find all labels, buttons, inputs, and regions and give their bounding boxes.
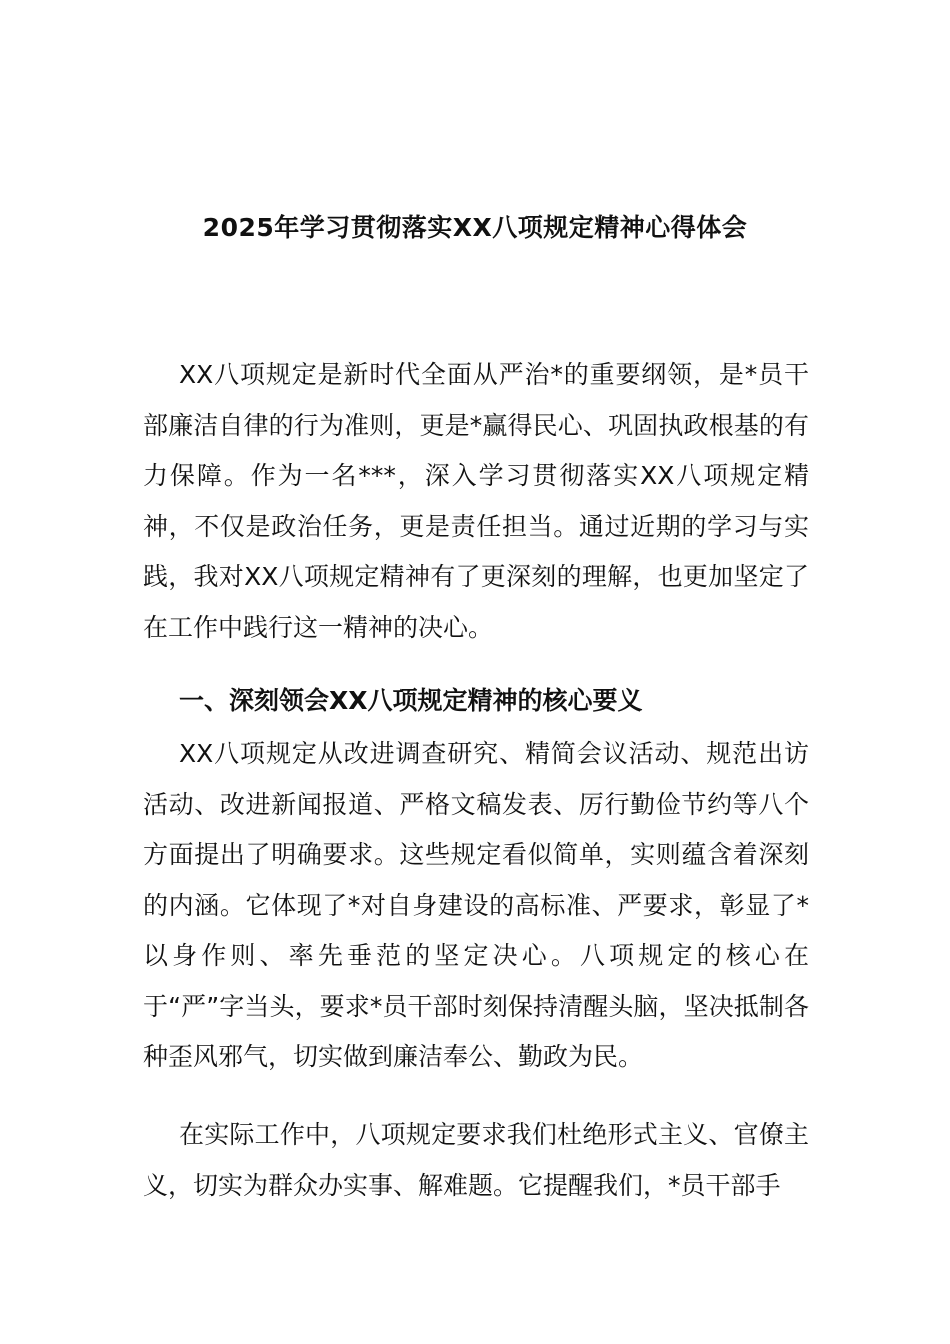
section-heading-1: 一、深刻领会XX八项规定精神的核心要义 xyxy=(179,686,643,715)
document-title: 2025年学习贯彻落实XX八项规定精神心得体会 xyxy=(202,213,748,242)
intro-paragraph: XX八项规定是新时代全面从严治*的重要纲领，是*员干部廉洁自律的行为准则，更是*赢得民心、巩固执政根基的有力保障。作为一名***，深入学习贯彻落实XX八项规定精神，不仅是政治任务，更是责任担当。通过近期的学习与实践，我对XX八项规定精神有了更深刻的理解，也更加坚定了在工作中践行这一精神的决心。 xyxy=(143,360,809,642)
section-1-paragraph-1: XX八项规定从改进调查研究、精简会议活动、规范出访活动、改进新闻报道、严格文稿发表、厉行勤俭节约等八个方面提出了明确要求。这些规定看似简单，实则蕴含着深刻的内涵。它体现了*对自身建设的高标准、严要求，彰显了*以身作则、率先垂范的坚定决心。八项规定的核心在于“严”字当头，要求*员干部时刻保持清醒头脑，坚决抵制各种歪风邪气，切实做到廉洁奉公、勤政为民。 xyxy=(143,739,809,1071)
section-1-paragraph-2: 在实际工作中，八项规定要求我们杜绝形式主义、官僚主义，切实为群众办实事、解难题。它提醒我们，*员干部手 xyxy=(143,1120,809,1200)
